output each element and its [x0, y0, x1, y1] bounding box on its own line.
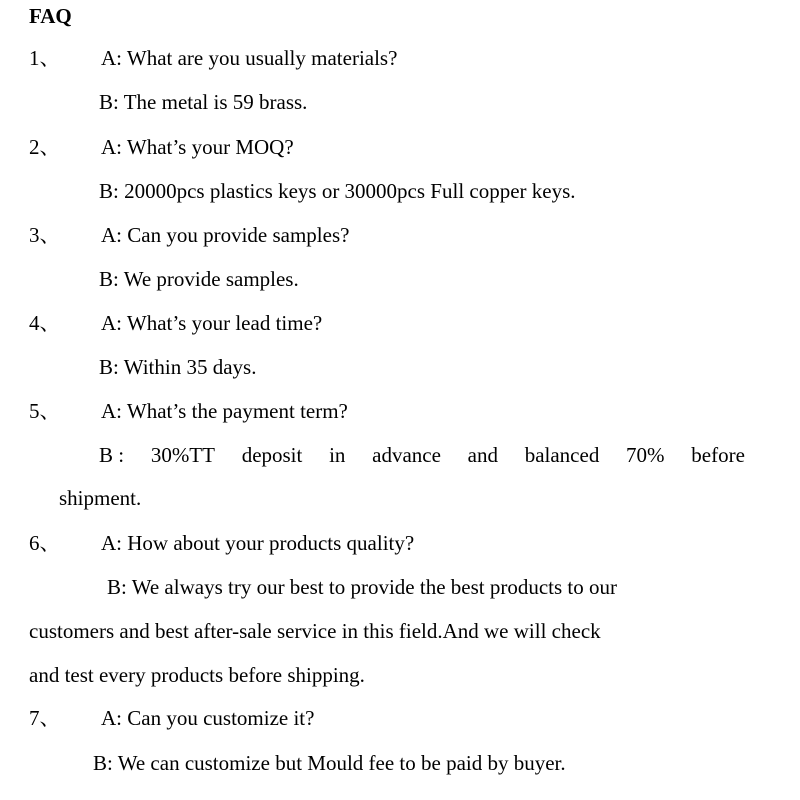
faq-answer-word: in: [329, 443, 346, 467]
faq-answer-justified: [99, 443, 745, 467]
faq-answer-continuation: customers and best after-sale service in this field.And we will check: [29, 619, 601, 643]
faq-answer-word: balanced: [524, 443, 600, 467]
faq-question: A: Can you provide samples?: [101, 223, 350, 247]
faq-answer-word: deposit: [241, 443, 303, 467]
faq-number: 3、: [29, 223, 61, 247]
faq-answer-word: advance: [372, 443, 441, 467]
faq-number: 5、: [29, 399, 61, 423]
faq-number: 6、: [29, 531, 61, 555]
faq-answer: B: Within 35 days.: [99, 355, 257, 379]
faq-answer-word: 30%TT: [150, 443, 215, 467]
faq-title: FAQ: [29, 4, 72, 28]
faq-answer: B: The metal is 59 brass.: [99, 90, 308, 114]
faq-number: 7、: [29, 706, 61, 730]
faq-number: 4、: [29, 311, 61, 335]
faq-answer: B: We provide samples.: [99, 267, 299, 291]
faq-answer-continuation: shipment.: [59, 486, 142, 510]
faq-question: A: What’s your lead time?: [101, 311, 323, 335]
faq-number: 1、: [29, 46, 61, 70]
faq-question: A: What are you usually materials?: [101, 46, 398, 70]
faq-question: A: How about your products quality?: [101, 531, 415, 555]
faq-question: A: What’s your MOQ?: [101, 135, 294, 159]
faq-question: A: What’s the payment term?: [101, 399, 348, 423]
faq-answer-word: 70%: [626, 443, 665, 467]
faq-answer: B: 20000pcs plastics keys or 30000pcs Full copper keys.: [99, 179, 576, 203]
faq-answer-continuation: and test every products before shipping.: [29, 663, 365, 687]
faq-answer-word: B :: [99, 443, 125, 467]
faq-answer-word: before: [691, 443, 745, 467]
faq-question: A: Can you customize it?: [101, 706, 315, 730]
faq-answer-word: and: [467, 443, 498, 467]
faq-number: 2、: [29, 135, 61, 159]
faq-answer: B: We can customize but Mould fee to be paid by buyer.: [93, 751, 566, 775]
faq-answer: B: We always try our best to provide the best products to our: [107, 575, 617, 599]
